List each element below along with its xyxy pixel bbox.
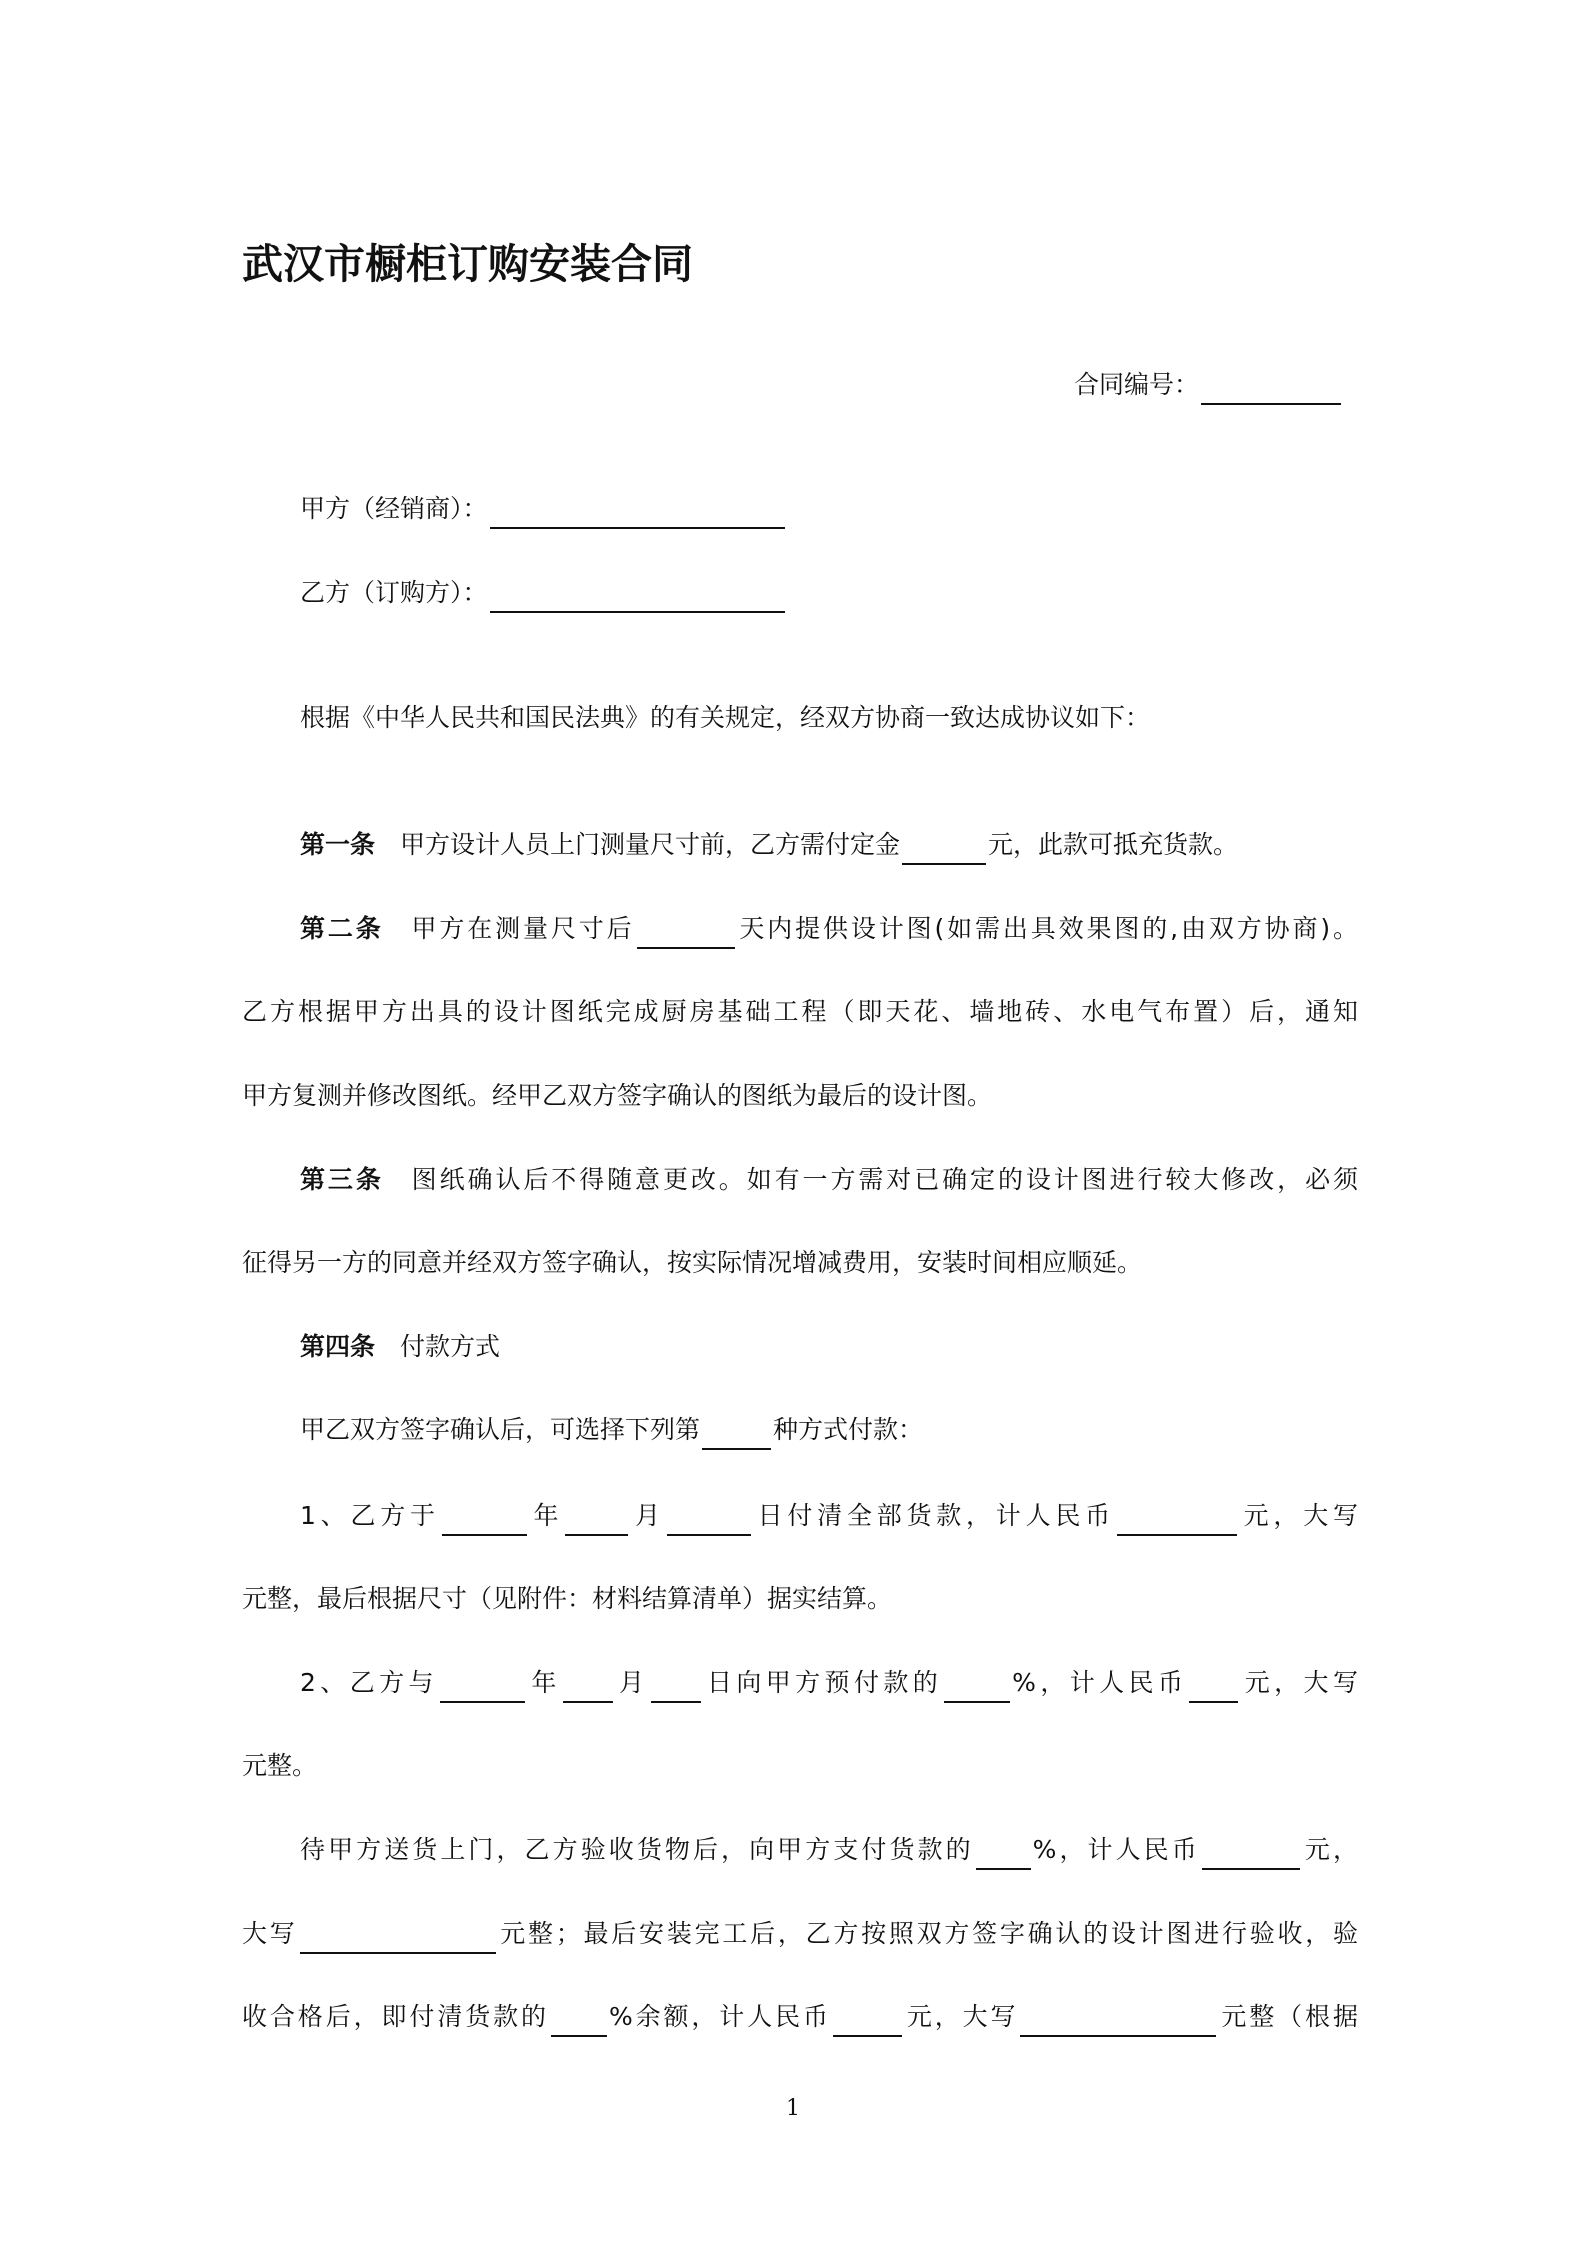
clause-text: %余额，计人民币 (608, 2002, 831, 2031)
clause-text: 收合格后，即付清货款的 (242, 2002, 549, 2031)
clause-text: 天内提供设计图(如需出具效果图的,由双方协商)。 (736, 914, 1358, 943)
fill-in-blank[interactable] (1202, 1838, 1300, 1870)
fill-in-blank[interactable] (442, 1504, 527, 1536)
preamble: 根据《中华人民共和国民法典》的有关规定，经双方协商一致达成协议如下： (300, 703, 1151, 732)
clause-text: 元，此款可抵充货款。 (988, 830, 1239, 859)
clause-text: 元整；最后安装完工后，乙方按照双方签字确认的设计图进行验收，验 (497, 1919, 1358, 1948)
fill-in-blank[interactable] (300, 1922, 496, 1954)
clause-text: 甲方复测并修改图纸。经甲乙双方签字确认的图纸为最后的设计图。 (242, 1081, 993, 1110)
clause-line (300, 1327, 1358, 1367)
clause-text: 征得另一方的同意并经双方签字确认，按实际情况增减费用，安装时间相应顺延。 (242, 1248, 1143, 1277)
party-a-blank[interactable] (490, 497, 785, 529)
clause-text: 元，大写 (1238, 1501, 1358, 1530)
clause-text: 元，大写 (903, 2002, 1019, 2031)
fill-in-blank[interactable] (667, 1504, 751, 1536)
clause-text: 甲方在测量尺寸后 (383, 914, 635, 943)
clause-line (300, 1410, 1358, 1450)
fill-in-blank[interactable] (1117, 1504, 1237, 1536)
contract-number-label: 合同编号： (1074, 370, 1200, 399)
fill-in-blank[interactable] (563, 1671, 613, 1703)
clause-text: 元，大写 (1240, 1668, 1358, 1697)
clause-text: 月 (614, 1668, 649, 1697)
fill-in-blank[interactable] (976, 1838, 1031, 1870)
clause-line (242, 992, 1358, 1032)
clause-line (242, 1746, 1358, 1786)
clause-text: 日向甲方预付款的 (702, 1668, 943, 1697)
fill-in-blank[interactable] (1020, 2005, 1216, 2037)
clause-heading: 第一条 (300, 830, 376, 859)
clause-line (242, 1579, 1358, 1619)
clause-text: 元整（根据 (1218, 2002, 1358, 2031)
clause-text: 月 (630, 1501, 665, 1530)
clause-text: 付款方式 (375, 1332, 501, 1361)
clause-text: 年 (526, 1668, 561, 1697)
party-a-label: 甲方（经销商）： (300, 494, 488, 523)
clause-line (242, 1914, 1358, 1954)
clause-text: 元整，最后根据尺寸（见附件：材料结算清单）据实结算。 (242, 1584, 893, 1613)
contract-number-line (1074, 365, 1374, 405)
fill-in-blank[interactable] (1189, 1671, 1238, 1703)
clause-line (242, 1997, 1358, 2037)
fill-in-blank[interactable] (651, 1671, 701, 1703)
party-a-line (300, 489, 1358, 529)
fill-in-blank[interactable] (440, 1671, 525, 1703)
fill-in-blank[interactable] (902, 833, 986, 865)
fill-in-blank[interactable] (637, 917, 735, 949)
clause-heading: 第三条 (300, 1165, 384, 1194)
party-b-label: 乙方（订购方）： (300, 578, 488, 607)
fill-in-blank[interactable] (944, 1671, 1010, 1703)
clause-line (300, 825, 1358, 865)
fill-in-blank[interactable] (702, 1418, 771, 1450)
party-b-blank[interactable] (490, 581, 785, 613)
clause-text: 图纸确认后不得随意更改。如有一方需对已确定的设计图进行较大修改，必须 (383, 1165, 1358, 1194)
clause-text: 元整。 (242, 1751, 318, 1780)
clause-text: 甲方设计人员上门测量尺寸前，乙方需付定金 (375, 830, 901, 859)
clause-line (300, 1160, 1358, 1200)
contract-number-blank[interactable] (1201, 373, 1341, 405)
document-title: 武汉市橱柜订购安装合同 (242, 240, 693, 288)
clause-heading: 第二条 (300, 914, 384, 943)
clause-text: 2、乙方与 (300, 1668, 438, 1697)
page-number: 1 (786, 2096, 800, 2121)
party-b-line (300, 573, 1358, 613)
clause-text: 元， (1301, 1835, 1358, 1864)
clause-text: 年 (528, 1501, 564, 1530)
clause-text: 1、乙方于 (300, 1501, 440, 1530)
clause-text: 甲乙双方签字确认后，可选择下列第 (300, 1415, 701, 1444)
clause-text: %，计人民币 (1032, 1835, 1200, 1864)
clause-text: 待甲方送货上门，乙方验收货物后，向甲方支付货款的 (300, 1835, 974, 1864)
clause-line (300, 1496, 1358, 1536)
clause-text: 大写 (242, 1919, 298, 1948)
fill-in-blank[interactable] (551, 2005, 607, 2037)
clause-text: %，计人民币 (1012, 1668, 1188, 1697)
clause-line (300, 909, 1358, 949)
clause-line (300, 1830, 1358, 1870)
clause-text: 日付清全部货款，计人民币 (752, 1501, 1115, 1530)
clause-text: 种方式付款： (773, 1415, 924, 1444)
clause-line (242, 1243, 1358, 1283)
fill-in-blank[interactable] (565, 1504, 628, 1536)
clause-line (242, 1076, 1358, 1116)
clause-line (300, 1663, 1358, 1703)
clause-heading: 第四条 (300, 1332, 376, 1361)
fill-in-blank[interactable] (833, 2005, 902, 2037)
clause-text: 乙方根据甲方出具的设计图纸完成厨房基础工程（即天花、墙地砖、水电气布置）后，通知 (242, 997, 1358, 1026)
